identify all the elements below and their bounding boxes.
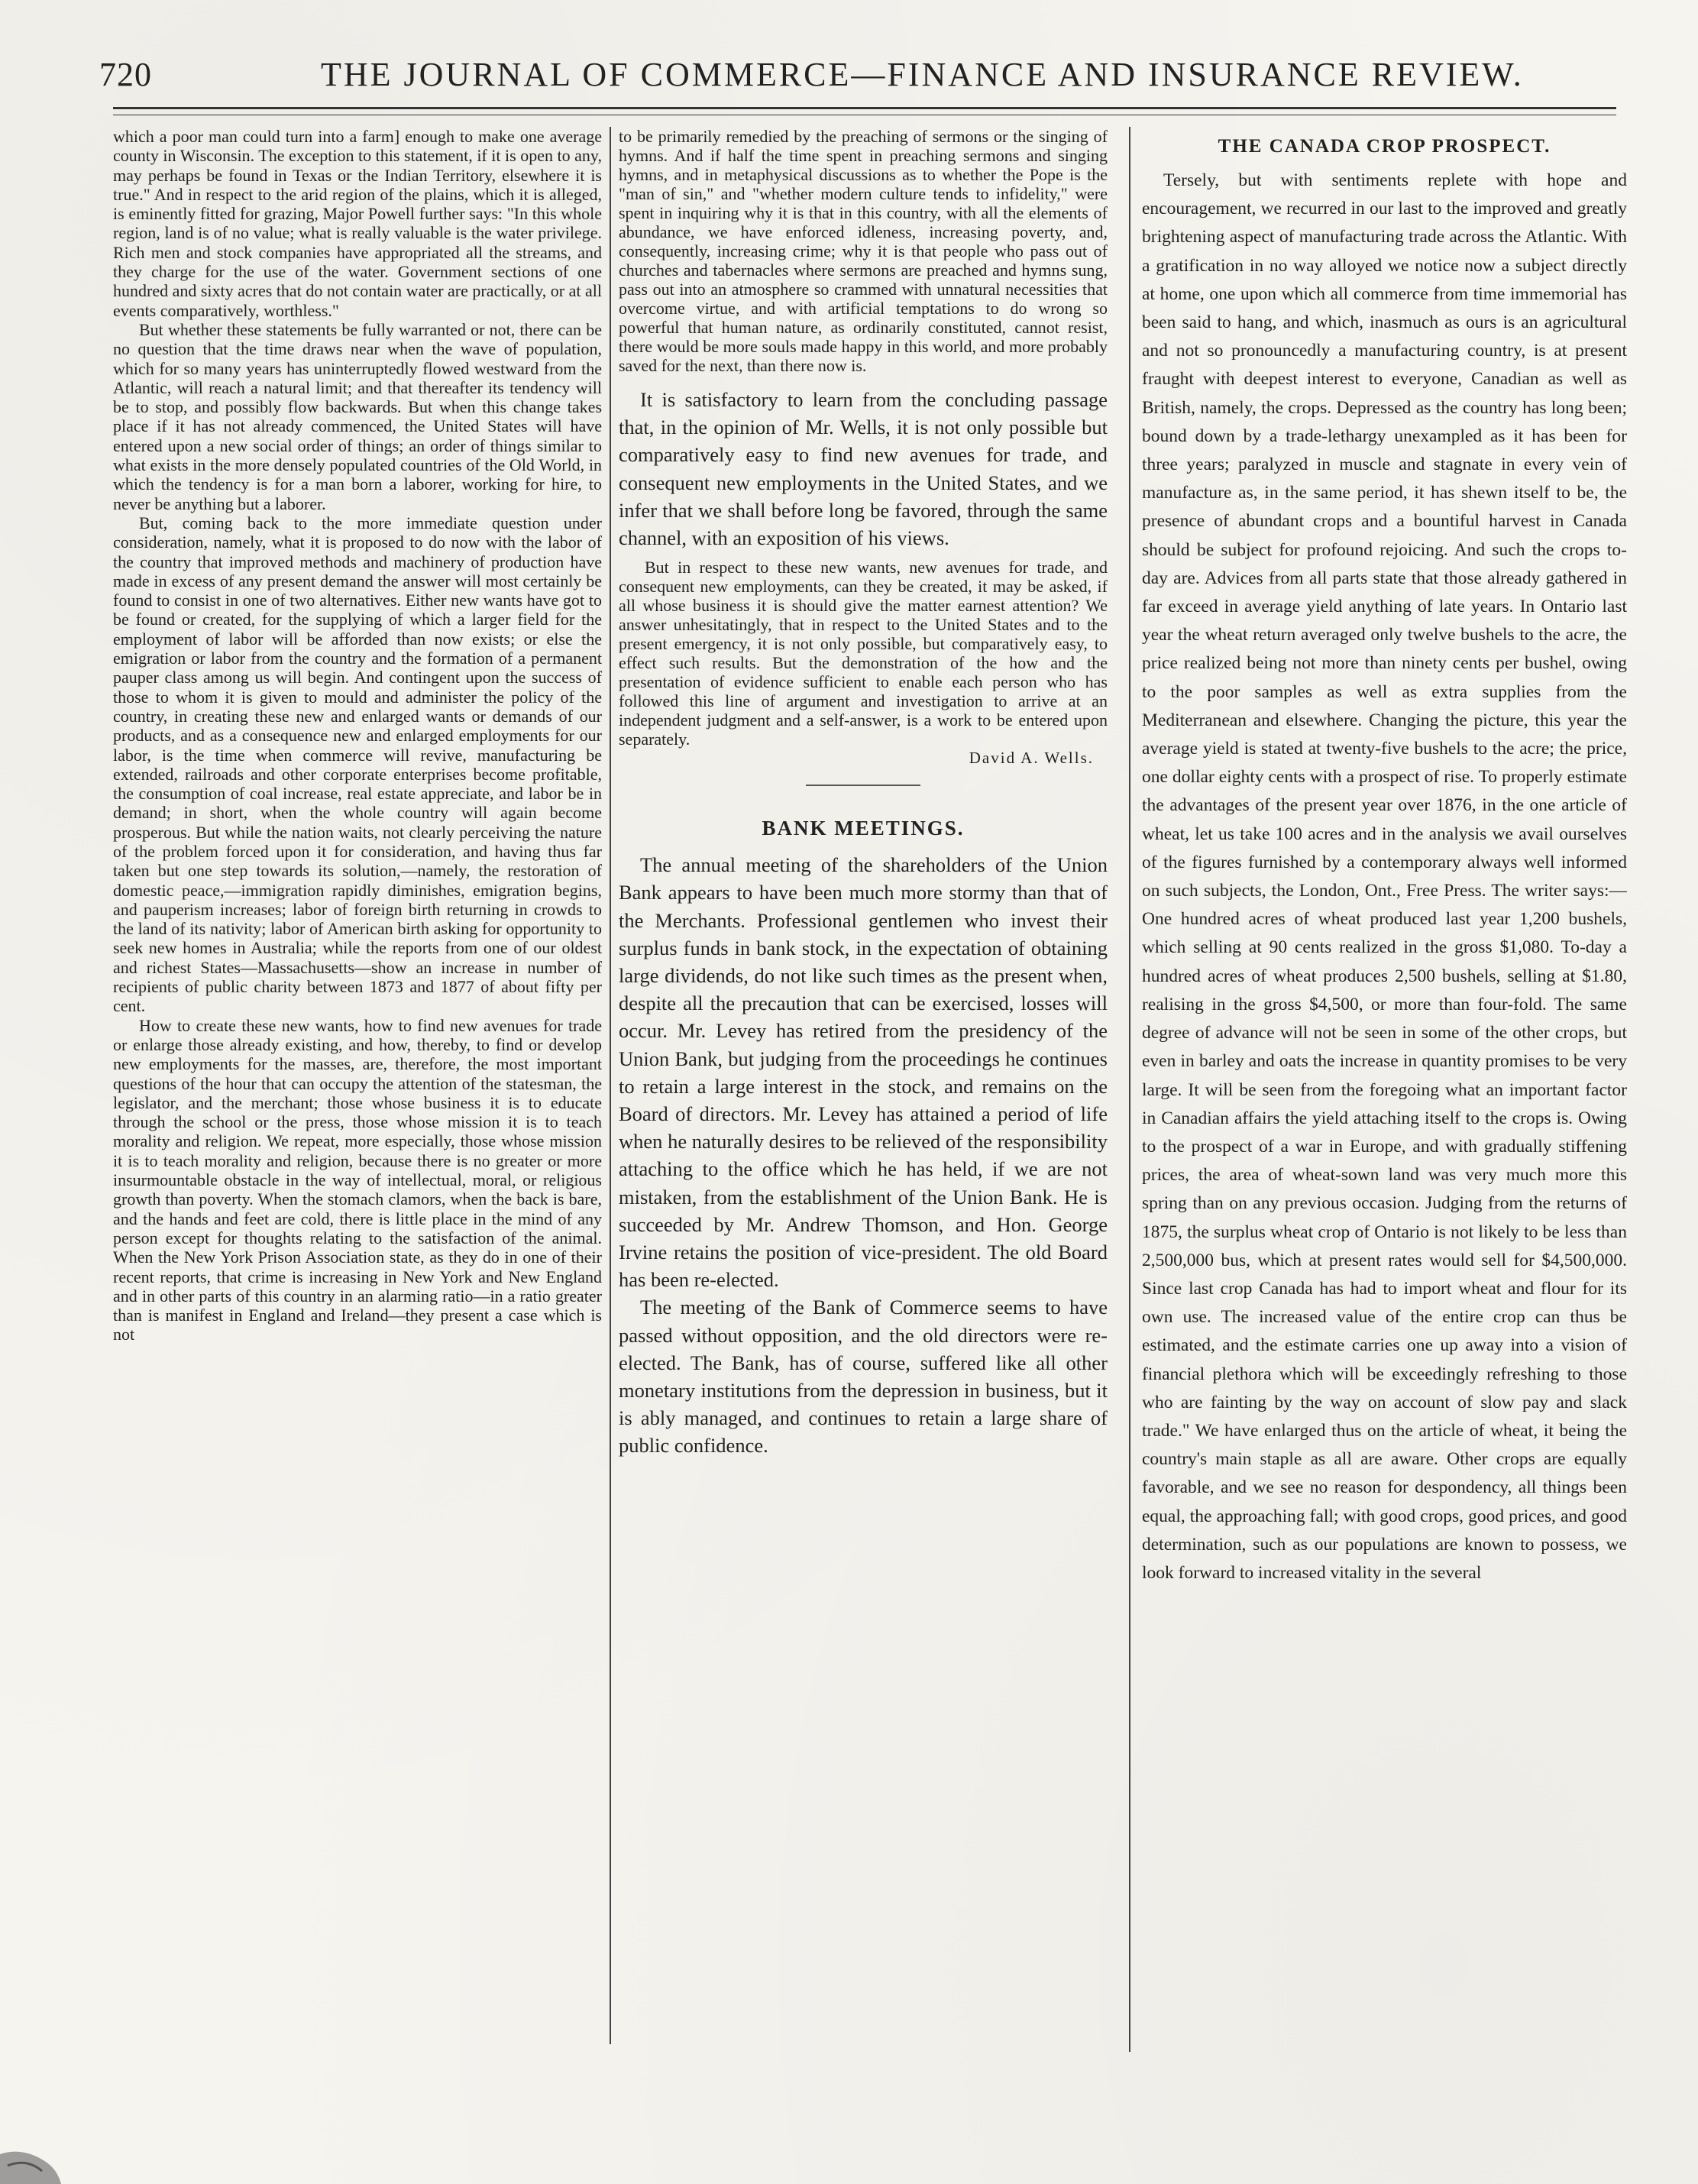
article-paragraph: How to create these new wants, how to find new avenues for trade or enlarge those already existing, and how, thereby, to find or develop new employments for the masses, are, therefore, the most important questions of the hour that can occupy the attention of the statesman, the legislator, and the merchant; those whose business it is to educate through the school or the press, those whose mission it is to teach morality and religion. We repeat, more especially, those whose mission it is to teach morality and religion, because there is no greater or more insurmountable obstacle in the way of intellectual, moral, or religious growth than poverty. When the stomach clamors, when the back is bare, and the hands and feet are cold, there is little place in the mind of any person except for thoughts relating to the satisfaction of the animal. When the New York Prison Association state, as they do in one of their recent reports, that crime is increasing in New York and New England and in other parts of this country in an alarming ratio—in a ratio greater than is manifest in England and Ireland—they present a case which is not bbox=[113, 1015, 602, 1344]
section-heading-canada-crop: THE CANADA CROP PROSPECT. bbox=[1218, 136, 1551, 157]
author-signature: David A. Wells. bbox=[969, 749, 1094, 768]
crop-paragraph: Tersely, but with sentiments replete with hope and encouragement, we recurred in our last to the improved and greatly brightening aspect of manufacturing trade across the Atlantic. With a gratification in no way alloyed we notice now a subject directly at home, one upon which all commerce from time immemorial has been said to hang, and which, inasmuch as ours is an agricultural and not so pronouncedly a manufacturing country, is at present fraught with deepest interest to everyone, Canadian as well as British, namely, the crops. Depressed as the country has long been; bound down by a trade-lethargy unexampled as it has been for three years; paralyzed in muscle and stagnate in every vein of manufacture as, in the same period, it has shewn itself to be, the presence of abundant crops and a bountiful harvest in Canada should be subject for profound rejoicing. And such the crops to-day are. Advices from all parts state that those already gathered in far exceed in average yield anything of late years. In Ontario last year the wheat return averaged only twelve bushels to the acre, the price realized being not more than ninety cents per bushel, owing to the poor samples as well as extra supplies from the Mediterranean and elsewhere. Changing the picture, this year the average yield is stated at twenty-five bushels to the acre; the price, one dollar eighty cents with a prospect of rise. To properly estimate the advantages of the present year over 1876, in the one article of wheat, let us take 100 acres and in the analysis we avail ourselves of the figures furnished by a contemporary always well informed on such subjects, the London, Ont., Free Press. The writer says:—One hundred acres of wheat produced last year 1,200 bushels, which selling at 90 cents realized in the gross $1,080. To-day a hundred acres of wheat produces 2,500 bushels, selling at $1.80, realising in the gross $4,500, or more than four-fold. The same degree of advance will not be seen in some of the other crops, but even in barley and oats the increase in quantity promises to be very large. It will be seen from the foregoing what an important factor in Canadian affairs the yield attaching itself to the crops is. Owing to the prospect of a war in Europe, and with gradually stiffening prices, the area of wheat-sown land was very much more this spring than on any previous occasion. Judging from the returns of 1875, the surplus wheat crop of Ontario is not likely to be less than 2,500,000 bus, which at present rates would sell for $4,500,000. Since last crop Canada has had to import wheat and flour for its own use. The increased value of the entire crop can thus be estimated, and the estimate carries one up away into a vision of financial plethora which will be exceedingly refreshing to those who are fainting by the way on account of slow pay and slack trade." We have enlarged thus on the article of wheat, it being the country's main staple as all are aware. Other crops are equally favorable, and we see no reason for despondency, all things been equal, the approaching fall; with good crops, good prices, and good determination, such as our populations are known to possess, we look forward to increased vitality in the several bbox=[1142, 170, 1627, 1583]
bank-paragraph: The meeting of the Bank of Commerce seems to have passed without opposition, and the old directors were re-elected. The Bank, has of course, suffered like all other monetary institutions from the depression in business, but it is ably managed, and continues to retain a large share of public confidence. bbox=[619, 1296, 1108, 1458]
header-rule bbox=[113, 107, 1616, 109]
article-paragraph: But whether these statements be fully warranted or not, there can be no question that the time draws near when the wave of population, which for so many years has uninterruptedly flowed westward from the Atlantic, will reach a natural limit; and that thereafter its tendency will be to stop, and possibly flow backwards. But when this change takes place if it has not already commenced, the United States will have entered upon a new social order of things; an order of things similar to what exists in the more densely populated countries of the Old World, in which the tendency is for a man born a laborer, working for hire, to never be anything but a laborer. bbox=[113, 319, 602, 513]
page-number: 720 bbox=[99, 56, 152, 93]
journal-title: THE JOURNAL OF COMMERCE—FINANCE AND INSURANCE REVIEW. bbox=[321, 56, 1524, 93]
page-header bbox=[99, 55, 1623, 101]
article-paragraph: But in respect to these new wants, new avenues for trade, and consequent new employments, can they be created, it may be asked, if all whose business it is should give the matter earnest attention? We answer unhesitatingly, that in respect to the United States and to the present emergency, it is not only possible, but comparatively easy, to effect such results. But the demonstration of the how and the presentation of evidence sufficient to enable each person who has followed this line of argument and investigation to arrive at an independent judgment and a self-answer, is a work to be entered upon separately. bbox=[619, 558, 1108, 749]
page-corner-smudge bbox=[0, 2124, 69, 2184]
editorial-paragraph: It is satisfactory to learn from the concluding passage that, in the opinion of Mr. Wells, it is not only possible but comparatively easy to find new avenues for trade, and consequent new employments in the United States, and we infer that we shall before long be favored, through the same channel, with an exposition of his views. bbox=[619, 388, 1108, 550]
article-paragraph: which a poor man could turn into a farm] enough to make one average county in Wisconsin. The exception to this statement, if it is open to any, may perhaps be found in Texas or the Indian Territory, elsewhere it is true." And in respect to the arid region of the plains, which it is alleged, is eminently fitted for grazing, Major Powell further says: "In this whole region, land is of no value; what is really valuable is the water privilege. Rich men and stock companies have appropriated all the streams, and they charge for the use of the water. Government sections of one hundred and sixty acres that do not contain water are practically, or at all events comparatively, worthless." bbox=[113, 127, 602, 320]
section-divider bbox=[806, 785, 920, 786]
article-paragraph: to be primarily remedied by the preaching of sermons or the singing of hymns. And if half the time spent in preaching sermons and singing hymns, and in metaphysical discussions as to whether the Pope is the "man of sin," and "whether modern culture tends to infidelity," were spent in inquiring why it is that in this country, with all the elements of abundance, we have enforced idleness, increasing poverty, and, consequently, increasing crime; why it is that people who pass out of churches and tabernacles where sermons are preached and hymns sung, pass out into an atmosphere so crammed with unnatural necessities that overcome virtue, and with artificial temptations to do wrong so powerful that human nature, as ordinarily constituted, cannot resist, there would be more souls made happy in this world, and more probably saved for the next, than there now is. bbox=[619, 127, 1108, 375]
bank-paragraph: The annual meeting of the shareholders of the Union Bank appears to have been much more stormy than that of the Merchants. Professional gentlemen who invest their surplus funds in bank stock, in the expectation of obtaining large dividends, do not like such times as the present when, despite all the precaution that can be exercised, losses will occur. Mr. Levey has retired from the presidency of the Union Bank, but judging from the proceedings he continues to retain a large interest in the stock, and remains on the Board of directors. Mr. Levey has attained a period of life when he naturally desires to be relieved of the responsibility attaching to the office which he has held, if we are not mistaken, from the establishment of the Union Bank. He is succeeded by Mr. Andrew Thomson, and Hon. George Irvine retains the position of vice-president. The old Board has been re-elected. bbox=[619, 853, 1108, 1292]
column-right bbox=[1142, 127, 1627, 2052]
column-divider bbox=[610, 127, 611, 2044]
column-divider bbox=[1129, 127, 1130, 2052]
column-middle bbox=[619, 127, 1108, 2052]
article-paragraph: But, coming back to the more immediate question under consideration, namely, what it is proposed to do now with the labor of the country that improved methods and machinery of production have made in excess of any present demand the answer will most certainly be found to consist in one of two alternatives. Either new wants have got to be found or created, for the supplying of which a larger field for the employment of labor will be afforded than now exists; or else the emigration or labor from the country and the formation of a permanent pauper class among us will begin. And contingent upon the success of those to whom it is given to mould and administer the policy of the country, in creating these new and enlarged wants or demands of our products, and as a consequence new and enlarged employments for our labor, is the time when commerce will revive, manufacturing be extended, railroads and other corporate enterprises become profitable, the consumption of coal increase, real estate appreciate, and labor be in demand; in short, when the whole country will again become prosperous. But while the nation waits, not clearly perceiving the nature of the problem forced upon it for consideration, and having thus far taken but one step towards its solution,—namely, the restoration of domestic peace,—immigration rapidly diminishes, emigration begins, and pauperism increases; labor of foreign birth returning in crowds to the land of its nativity; labor of American birth asking for opportunity to seek new homes in Australia; while the reports from one of our oldest and richest States—Massachusetts—show an increase in number of recipients of public charity between 1873 and 1877 of about fifty per cent. bbox=[113, 513, 602, 1016]
column-left bbox=[113, 127, 602, 2037]
section-heading-bank-meetings: BANK MEETINGS. bbox=[762, 817, 965, 840]
